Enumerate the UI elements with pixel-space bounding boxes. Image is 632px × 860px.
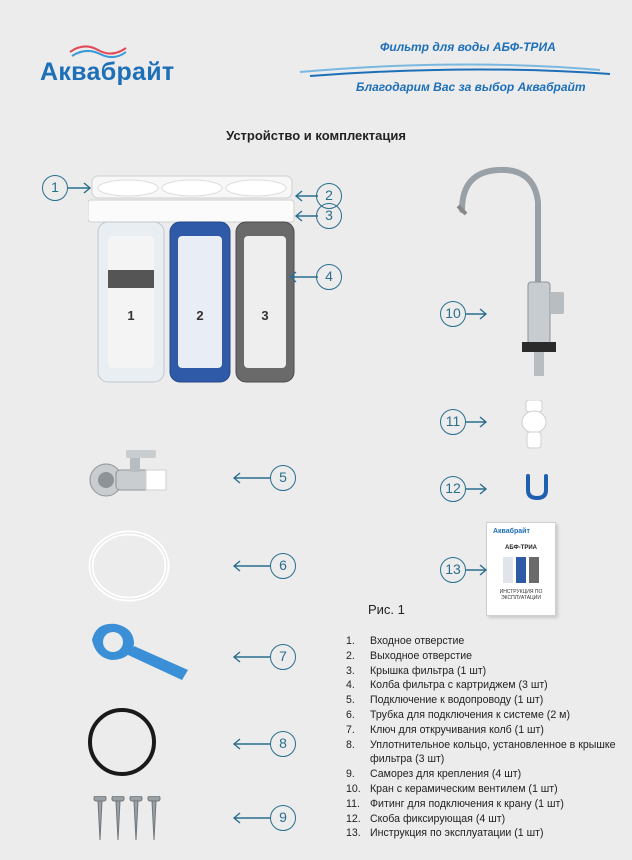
legend-text: Ключ для откручивания колб (1 шт) (370, 723, 544, 736)
legend-item (346, 782, 632, 797)
legend-number: 4. (346, 679, 355, 692)
screws-image (90, 796, 170, 846)
tube-coil-image (84, 528, 174, 604)
legend-text: Скоба фиксирующая (4 шт) (370, 812, 506, 825)
o-ring-image (84, 704, 160, 780)
legend-number: 10. (346, 782, 361, 795)
callout-1: 1 (42, 175, 68, 201)
connector-valve-image (86, 450, 176, 506)
arrow-4-icon (286, 269, 318, 285)
arrow-1-icon (68, 180, 94, 196)
legend-item (346, 664, 632, 679)
manual-filter-thumb (487, 555, 555, 585)
stage2-label: 2 (196, 308, 204, 323)
legend-number: 11. (346, 797, 360, 810)
legend-item (346, 797, 632, 812)
legend-text: Уплотнительное кольцо, установленное в крышке фильтра (3 шт) (370, 738, 616, 766)
figure-label: Рис. 1 (368, 602, 405, 617)
arrow-7-icon (230, 649, 270, 665)
legend-number: 3. (346, 664, 355, 677)
arrow-5-icon (230, 470, 270, 486)
callout-4: 4 (316, 264, 342, 290)
legend-item (346, 812, 632, 827)
arrow-13-icon (466, 562, 490, 578)
arrow-2-icon (292, 188, 318, 204)
arrow-9-icon (230, 810, 270, 826)
arrow-3-icon (292, 208, 318, 224)
legend-item (346, 649, 632, 664)
callout-2: 2 (316, 183, 342, 209)
callout-11: 11 (440, 409, 466, 435)
legend-number: 13. (346, 827, 361, 840)
legend-item (346, 723, 632, 738)
arrow-11-icon (466, 414, 490, 430)
callout-5: 5 (270, 465, 296, 491)
legend-text: Кран с керамическим вентилем (1 шт) (370, 782, 558, 795)
stage1-label: 1 (127, 308, 135, 323)
callout-12: 12 (440, 476, 466, 502)
manual-model: АБФ-ТРИА (505, 545, 537, 551)
legend-number: 1. (346, 635, 355, 647)
arrow-8-icon (230, 736, 270, 752)
legend-text: Выходное отверстие (370, 649, 473, 662)
legend-number: 5. (346, 694, 355, 707)
legend-number: 7. (346, 723, 355, 736)
legend-item (346, 708, 632, 723)
header-product: Фильтр для воды АБФ-ТРИА (380, 40, 556, 54)
clip-image (522, 472, 552, 502)
page-title: Устройство и комплектация (226, 128, 406, 143)
legend-number: 6. (346, 708, 355, 721)
callout-3: 3 (316, 203, 342, 229)
legend-item (346, 826, 632, 841)
legend-number: 12. (346, 812, 361, 825)
legend-text: Фитинг для подключения к крану (1 шт) (370, 797, 564, 810)
legend-text: Трубка для подключения к системе (2 м) (370, 708, 570, 721)
legend-number: 9. (346, 768, 355, 781)
legend-text: Подключение к водопроводу (1 шт) (370, 694, 544, 707)
legend-number: 2. (346, 649, 355, 662)
legend-text: Крышка фильтра (1 шт) (370, 664, 487, 677)
filter-housing-image (88, 170, 298, 392)
manual-image (486, 522, 556, 616)
callout-13: 13 (440, 557, 466, 583)
callout-10: 10 (440, 301, 466, 327)
legend-number: 8. (346, 738, 355, 751)
legend-text: Саморез для крепления (4 шт) (370, 768, 522, 781)
parts-legend (346, 634, 632, 841)
callout-9: 9 (270, 805, 296, 831)
wrench-image (86, 618, 196, 688)
legend-item (346, 738, 632, 768)
legend-item (346, 678, 632, 693)
callout-7: 7 (270, 644, 296, 670)
legend-text: Входное отверстие (370, 635, 465, 647)
legend-text: Инструкция по эксплуатации (1 шт) (370, 827, 544, 840)
header-thanks: Благодарим Вас за выбор Аквабрайт (356, 80, 586, 94)
faucet-image (448, 162, 568, 388)
callout-8: 8 (270, 731, 296, 757)
legend-text: Колба фильтра с картриджем (3 шт) (370, 679, 548, 692)
stage3-label: 3 (261, 308, 269, 323)
arrow-10-icon (466, 306, 490, 322)
manual-brand: Аквабрайт (493, 528, 530, 535)
legend-item (346, 767, 632, 782)
legend-item (346, 634, 632, 649)
manual-caption: ИНСТРУКЦИЯ ПО ЭКСПЛУАТАЦИИ (499, 589, 543, 601)
fitting-image (516, 400, 552, 450)
logo-waves-icon (68, 40, 128, 60)
brand-logo: Аквабрайт (40, 58, 175, 86)
arrow-12-icon (466, 481, 490, 497)
arrow-6-icon (230, 558, 270, 574)
callout-6: 6 (270, 553, 296, 579)
legend-item (346, 693, 632, 708)
